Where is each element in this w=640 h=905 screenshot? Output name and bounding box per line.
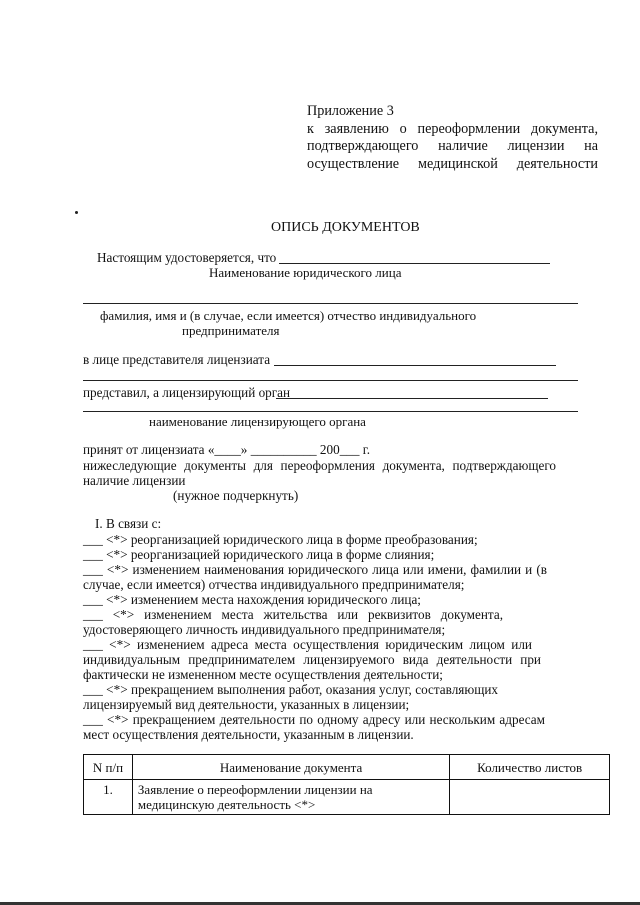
reason-item-continued: лицензируемый вид деятельности, указанных в лицензии; [83, 697, 410, 712]
reason-item-continued: мест осуществления деятельности, указанным в лицензии. [83, 727, 414, 742]
authority-field[interactable] [276, 398, 548, 399]
hint-authority: наименование лицензирующего органа [149, 414, 366, 429]
reason-item: ___ <*> изменением места нахождения юридического лица; [83, 592, 421, 607]
fio-field[interactable] [83, 303, 578, 304]
appendix-line: к заявлению о переоформлении документа, [307, 120, 598, 137]
appendix-line: осуществление медицинской деятельности [307, 155, 598, 172]
accepted-date-line: принят от лицензиата «____» __________ 200___ г. [83, 442, 371, 457]
reason-item-continued: индивидуальным предпринимателем лицензируемого вида деятельности при [83, 652, 541, 667]
reason-item-continued: фактически не измененном месте осуществления деятельности; [83, 667, 443, 682]
column-header-pages: Количество листов [450, 755, 610, 780]
presented-label: представил, а лицензирующий орган [83, 385, 291, 400]
representative-field-continued[interactable] [83, 380, 578, 381]
row-number: 1. [84, 780, 133, 815]
column-header-number: N п/п [84, 755, 133, 780]
hint-legal-name: Наименование юридического лица [209, 265, 402, 280]
legal-name-field[interactable] [279, 263, 550, 264]
column-header-document: Наименование документа [132, 755, 449, 780]
reason-item: ___ <*> прекращением деятельности по одному адресу или нескольким адресам [83, 712, 545, 727]
following-docs-text: нижеследующие документы для переоформления документа, подтверждающего [83, 458, 556, 473]
appendix-heading [307, 103, 598, 173]
reason-item: ___ <*> прекращением выполнения работ, оказания услуг, составляющих [83, 682, 498, 697]
row-page-count[interactable] [450, 780, 610, 815]
representative-label: в лице представителя лицензиата [83, 352, 271, 367]
document-name-line: медицинскую деятельность <*> [137, 797, 316, 812]
scan-speck [75, 211, 78, 214]
hint-fio-line1: фамилия, имя и (в случае, если имеется) отчество индивидуального [100, 308, 477, 323]
appendix-line: подтверждающего наличие лицензии на [307, 138, 598, 154]
table-row [84, 780, 610, 815]
underline-hint: (нужное подчеркнуть) [173, 488, 299, 503]
reason-item: ___ <*> реорганизацией юридического лица в форме преобразования; [83, 532, 478, 547]
certify-text: Настоящим удостоверяется, что [97, 250, 277, 265]
reason-item: ___ <*> изменением места жительства или реквизитов документа, [83, 607, 503, 622]
section-title: I. В связи с: [95, 516, 162, 531]
authority-field-continued[interactable] [83, 411, 578, 412]
reason-item-continued: случае, если имеется) отчества индивидуального предпринимателя; [83, 577, 465, 592]
reason-item: ___ <*> реорганизацией юридического лица в форме слияния; [83, 547, 435, 562]
documents-table [83, 754, 610, 815]
reason-item: ___ <*> изменением адреса места осуществления юридическим лицом или [83, 637, 532, 652]
document-name-line: Заявление о переоформлении лицензии на [137, 782, 373, 797]
following-docs-text-2: наличие лицензии [83, 473, 186, 488]
representative-field[interactable] [274, 365, 556, 366]
appendix-number: Приложение 3 [307, 103, 394, 119]
reason-item: ___ <*> изменением наименования юридического лица или имени, фамилии и (в [83, 562, 547, 577]
reason-item-continued: удостоверяющего личность индивидуального предпринимателя; [83, 622, 446, 637]
row-document-name [132, 780, 449, 815]
document-title: ОПИСЬ ДОКУМЕНТОВ [271, 220, 420, 235]
table-header-row [84, 755, 610, 780]
hint-fio-line2: предпринимателя [182, 323, 280, 338]
